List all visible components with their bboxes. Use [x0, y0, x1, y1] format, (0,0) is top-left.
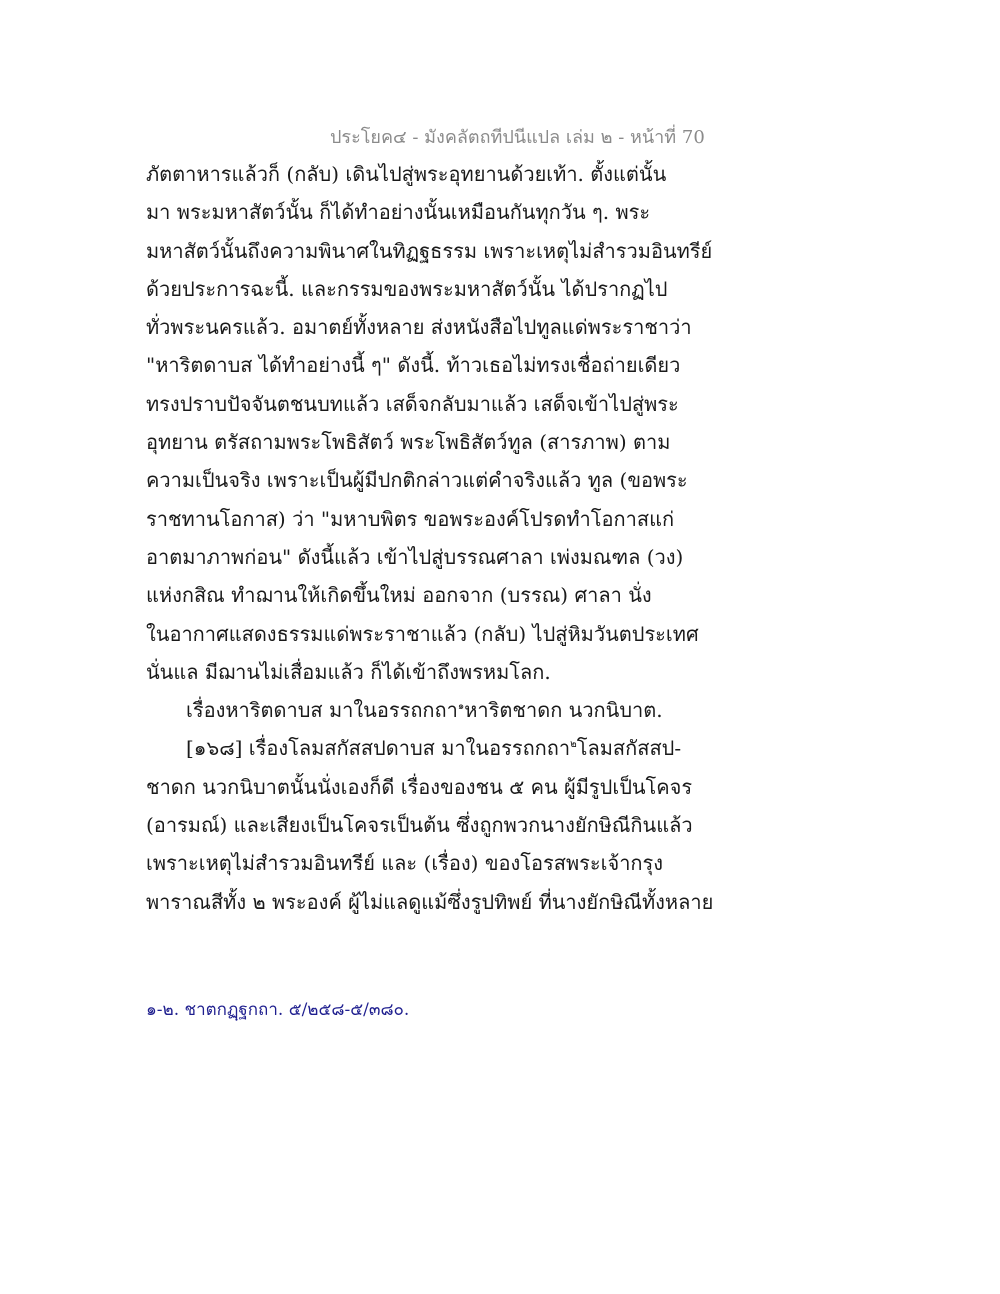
text-line: (อารมณ์) และเสียงเป็นโคจรเป็นต้น ซึ่งถูกพวกนางยักษิณีกินแล้ว	[146, 813, 693, 838]
text-line: มหาสัตว์นั้นถึงความพินาศในทิฏฐธรรม เพราะเหตุไม่สำรวมอินทรีย์	[146, 238, 713, 263]
text-segment: โลมสกัสสป-	[576, 736, 682, 761]
running-header: ประโยค๔ - มังคลัตถทีปนีแปล เล่ม ๒ - หน้าที่ 70	[330, 127, 705, 148]
text-segment: เรื่องหาริตดาบส มาในอรรถกถา	[186, 698, 458, 723]
text-line: นั่นแล มีฌานไม่เสื่อมแล้ว ก็ได้เข้าถึงพรหมโลก.	[146, 659, 551, 684]
paragraph-haritta-story	[146, 691, 706, 729]
text-line: แห่งกสิณ ทำฌานให้เกิดขึ้นใหม่ ออกจาก (บรรณ) ศาลา นั่ง	[146, 583, 652, 608]
text-line: ความเป็นจริง เพราะเป็นผู้มีปกติกล่าวแต่คำจริงแล้ว ทูล (ขอพระ	[146, 468, 688, 493]
text-line: ทรงปราบปัจจันตชนบทแล้ว เสด็จกลับมาแล้ว เสด็จเข้าไปสู่พระ	[146, 391, 679, 416]
text-line: อาตมาภาพก่อน" ดังนี้แล้ว เข้าไปสู่บรรณศาลา เพ่งมณฑล (วง)	[146, 544, 684, 569]
text-line: ภัตตาหารแล้วก็ (กลับ) เดินไปสู่พระอุทยานด้วยเท้า. ตั้งแต่นั้น	[146, 162, 667, 186]
paragraph-lomasakassapa-start	[146, 729, 706, 767]
text-line: มา พระมหาสัตว์นั้น ก็ได้ทำอย่างนั้นเหมือนกันทุกวัน ๆ. พระ	[146, 200, 651, 225]
text-line: เพราะเหตุไม่สำรวมอินทรีย์ และ (เรื่อง) ของโอรสพระเจ้ากรุง	[146, 851, 664, 876]
text-line: พาราณสีทั้ง ๒ พระองค์ ผู้ไม่แลดูแม้ซึ่งรูปทิพย์ ที่นางยักษิณีทั้งหลาย	[146, 889, 714, 914]
text-segment: [๑๖๘] เรื่องโลมสกัสสปดาบส มาในอรรถกถา	[186, 736, 571, 761]
text-line: ทั่วพระนครแล้ว. อมาตย์ทั้งหลาย ส่งหนังสือไปทูลแด่พระราชาว่า	[146, 315, 692, 340]
text-line: ด้วยประการฉะนี้. และกรรมของพระมหาสัตว์นั้น ได้ปรากฏไป	[146, 276, 668, 301]
text-segment: หาริตชาดก นวกนิบาต.	[464, 698, 663, 723]
text-line: ราชทานโอกาส) ว่า "มหาบพิตร ขอพระองค์โปรดทำโอกาสแก่	[146, 506, 675, 531]
footnote-marker: ๑	[457, 701, 465, 713]
text-line: ในอากาศแสดงธรรมแด่พระราชาแล้ว (กลับ) ไปสู่หิมวันตประเทศ	[146, 621, 699, 646]
footnote-marker: ๒	[570, 739, 577, 751]
text-line: ชาดก นวกนิบาตนั้นนั่งเองก็ดี เรื่องของชน ๕ คน ผู้มีรูปเป็นโคจร	[146, 774, 693, 799]
body-text	[146, 155, 714, 921]
footnote: ๑-๒. ชาตกฏฺฐกถา. ๕/๒๕๘-๕/๓๘๐.	[146, 1000, 410, 1020]
text-line: อุทยาน ตรัสถามพระโพธิสัตว์ พระโพธิสัตว์ทูล (สารภาพ) ตาม	[146, 430, 671, 455]
text-line: "หาริตดาบส ได้ทำอย่างนี้ ๆ" ดังนี้. ท้าวเธอไม่ทรงเชื่อถ่ายเดียว	[146, 353, 681, 378]
